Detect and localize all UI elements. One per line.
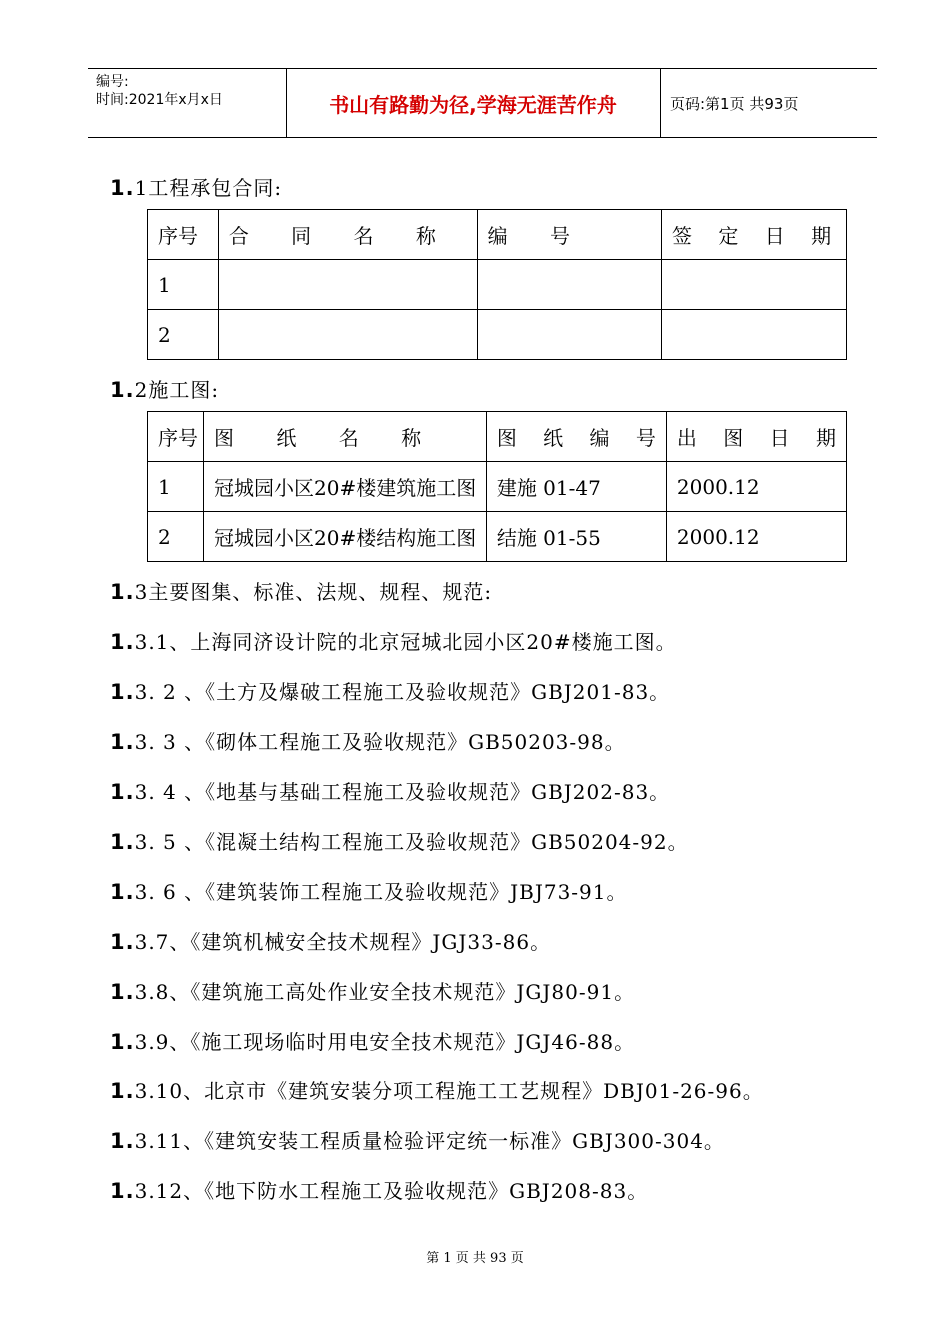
- table-cell: 1: [148, 462, 204, 512]
- table-cell: 2000.12: [666, 462, 846, 512]
- list-item: [110, 626, 677, 655]
- table-row: [148, 462, 847, 512]
- table-header-row: [148, 412, 847, 462]
- item-text: 3.11、《建筑安装工程质量检验评定统一标准》GBJ300-304。: [134, 1129, 725, 1153]
- column-header: 序号: [148, 412, 204, 462]
- table-cell: 建施 01-47: [486, 462, 666, 512]
- item-number: 1.: [110, 930, 135, 954]
- item-number: 1.: [110, 730, 135, 754]
- page-footer: 第 1 页 共 93 页: [426, 1251, 524, 1266]
- item-text: 3.7、《建筑机械安全技术规程》JGJ33-86。: [134, 930, 552, 954]
- column-header: 图 纸 名 称: [204, 412, 487, 462]
- table-cell: 冠城园小区20#楼建筑施工图: [204, 462, 487, 512]
- item-text: 3.10、北京市《建筑安装分项工程施工工艺规程》DBJ01-26-96。: [134, 1079, 764, 1103]
- list-item: [110, 776, 670, 805]
- header-page-label: 页码:第1页 共93页: [670, 94, 799, 113]
- item-number: 1.: [110, 1079, 135, 1103]
- section-heading-1-3: [110, 576, 492, 605]
- item-number: 1.: [110, 630, 135, 654]
- table-row: [148, 310, 847, 360]
- table-cell: 结施 01-55: [486, 512, 666, 562]
- column-header: 出 图 日 期: [666, 412, 846, 462]
- column-header: 编 号: [477, 210, 661, 260]
- table-cell: 冠城园小区20#楼结构施工图: [204, 512, 487, 562]
- item-number: 1.: [110, 1179, 135, 1203]
- item-number: 1.: [110, 880, 135, 904]
- table-header-row: [148, 210, 847, 260]
- list-item: [110, 876, 628, 905]
- page-header: [88, 68, 877, 138]
- section-number: 1.: [110, 176, 135, 200]
- item-number: 1.: [110, 830, 135, 854]
- column-header: 合 同 名 称: [218, 210, 477, 260]
- section-title: 2施工图:: [134, 378, 220, 402]
- section-heading-1-1: [110, 172, 282, 201]
- table-row: [148, 512, 847, 562]
- list-item: [110, 1075, 764, 1104]
- item-number: 1.: [110, 680, 135, 704]
- item-text: 3.1、上海同济设计院的北京冠城北园小区20#楼施工图。: [134, 630, 677, 654]
- column-header: 图 纸 编 号: [486, 412, 666, 462]
- section-number: 1.: [110, 378, 135, 402]
- table-cell: 2: [148, 310, 219, 360]
- section-title: 3主要图集、标准、法规、规程、规范:: [134, 580, 493, 604]
- table-row: [148, 260, 847, 310]
- item-text: 3. 6 、《建筑装饰工程施工及验收规范》JBJ73-91。: [134, 880, 628, 904]
- item-number: 1.: [110, 1030, 135, 1054]
- column-header: 序号: [148, 210, 219, 260]
- table-cell: [477, 310, 661, 360]
- table-cell: 2: [148, 512, 204, 562]
- table-cell: [662, 260, 847, 310]
- header-meta: [96, 73, 286, 109]
- list-item: [110, 1175, 648, 1204]
- table-cell: 1: [148, 260, 219, 310]
- item-number: 1.: [110, 1129, 135, 1153]
- contract-table: [147, 209, 847, 360]
- list-item: [110, 976, 635, 1005]
- table-cell: [477, 260, 661, 310]
- section-title: 1工程承包合同:: [134, 176, 283, 200]
- item-number: 1.: [110, 980, 135, 1004]
- item-text: 3.9、《施工现场临时用电安全技术规范》JGJ46-88。: [134, 1030, 636, 1054]
- table-cell: 2000.12: [666, 512, 846, 562]
- section-number: 1.: [110, 580, 135, 604]
- item-text: 3.12、《地下防水工程施工及验收规范》GBJ208-83。: [134, 1179, 649, 1203]
- item-number: 1.: [110, 780, 135, 804]
- header-divider: [660, 69, 661, 137]
- header-date-label: 时间:2021年x月x日: [96, 92, 223, 108]
- item-text: 3. 4 、《地基与基础工程施工及验收规范》GBJ202-83。: [134, 780, 671, 804]
- item-text: 3. 5 、《混凝土结构工程施工及验收规范》GB50204-92。: [134, 830, 689, 854]
- item-text: 3. 3 、《砌体工程施工及验收规范》GB50203-98。: [134, 730, 626, 754]
- header-motto: 书山有路勤为径,学海无涯苦作舟: [329, 92, 617, 117]
- list-item: [110, 676, 670, 705]
- table-cell: [218, 310, 477, 360]
- list-item: [110, 926, 551, 955]
- header-number-label: 编号:: [96, 74, 129, 90]
- table-cell: [662, 310, 847, 360]
- list-item: [110, 726, 626, 755]
- list-item: [110, 1125, 725, 1154]
- drawing-table: [147, 411, 847, 562]
- list-item: [110, 826, 689, 855]
- item-text: 3. 2 、《土方及爆破工程施工及验收规范》GBJ201-83。: [134, 680, 671, 704]
- section-heading-1-2: [110, 374, 219, 403]
- table-cell: [218, 260, 477, 310]
- column-header: 签 定 日 期: [662, 210, 847, 260]
- list-item: [110, 1026, 635, 1055]
- item-text: 3.8、《建筑施工高处作业安全技术规范》JGJ80-91。: [134, 980, 636, 1004]
